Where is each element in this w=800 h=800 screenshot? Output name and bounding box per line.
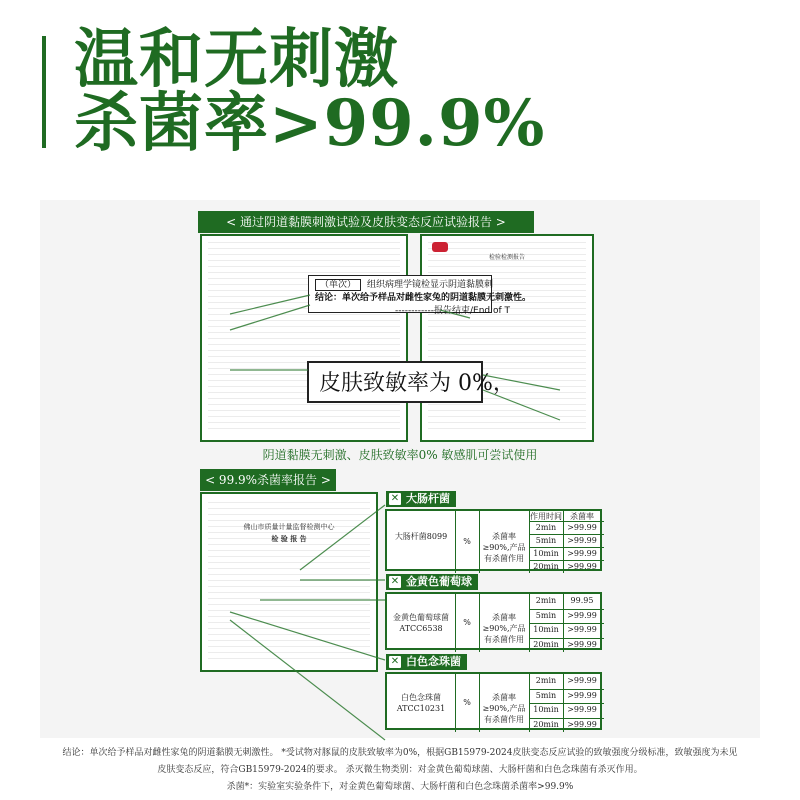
footer-line1: 结论：单次给予样品对雌性家兔的阴道黏膜无刺激性。 *受试物对豚鼠的皮肤致敏率为0%，根据GB15979-2024皮肤变态反应试验的致敏强度分级标准，致敏强度为未见 — [62, 748, 738, 758]
rate-cell: >99.99 — [567, 705, 597, 715]
requirement: 杀菌率≥90%,产品有杀菌作用 — [482, 532, 526, 563]
rate-cell: >99.99 — [567, 561, 597, 571]
x-mark-icon: ✕ — [390, 493, 400, 504]
bacteria-result-table — [385, 592, 602, 650]
section2-banner: < 99.9%杀菌率报告 > — [200, 469, 336, 491]
bacteria-tag — [386, 491, 456, 507]
time-cell: 5min — [535, 535, 557, 545]
rate-cell: >99.99 — [567, 639, 597, 649]
bacteria-tag-label: 白色念珠菌 — [406, 655, 461, 668]
footer-line3: 杀菌*：实验室实验条件下，对金黄色葡萄球菌、大肠杆菌和白色念珠菌杀菌率>99.9% — [226, 782, 574, 792]
header-time: 作用时间 — [530, 512, 562, 521]
irritation-conclusion-callout — [308, 275, 532, 316]
bacteria-name: 金黄色葡萄球菌ATCC6538 — [393, 613, 449, 633]
irritation-report-doc — [200, 234, 408, 442]
bacteria-name: 白色念珠菌ATCC10231 — [396, 693, 446, 713]
footer-line2: 皮肤变态反应，符合GB15979-2024的要求。 杀灭微生物类别：对金黄色葡萄球菌、大肠杆菌和白色念珠菌有杀灭作用。 — [157, 765, 643, 775]
time-cell: 20min — [533, 561, 559, 571]
bacteria-result-table — [385, 509, 602, 571]
antibacterial-report-doc — [200, 492, 378, 672]
bacteria-tag-label: 金黄色葡萄球 — [406, 575, 472, 588]
unit: % — [463, 537, 471, 546]
doc-title: 佛山市质量计量监督检测中心 — [243, 523, 335, 531]
callout-line1: 结论：单次给予样品对雌性家兔的阴道黏膜无刺激性。 — [315, 293, 532, 303]
time-cell: 20min — [533, 719, 559, 729]
section1-caption: 阴道黏膜无刺激、皮肤致敏率0% 敏感肌可尝试使用 — [262, 448, 538, 462]
time-cell: 2min — [535, 676, 557, 686]
report-title: 检验检测报告 — [488, 254, 525, 261]
bacteria-tag — [386, 574, 478, 590]
time-cell: 10min — [533, 548, 559, 558]
x-mark-icon: ✕ — [390, 576, 400, 587]
sensitization-rate-callout: 皮肤致敏率为 0%， — [307, 361, 483, 403]
unit: % — [463, 618, 471, 627]
time-cell: 5min — [535, 690, 557, 700]
headline-line2: 杀菌率>99.9% — [74, 86, 546, 161]
headline-line1: 温和无刺激 — [74, 22, 399, 97]
rate-cell: >99.99 — [567, 690, 597, 700]
time-cell: 20min — [533, 639, 559, 649]
bacteria-tag — [386, 654, 467, 670]
callout-tag: （单次） — [315, 279, 361, 291]
doc-subtitle: 检 验 报 告 — [271, 534, 307, 543]
sensitization-report-doc — [420, 234, 594, 442]
callout-tag2: 组织病理学镜检显示阴道黏膜刺 — [367, 280, 494, 290]
requirement: 杀菌率≥90%,产品有杀菌作用 — [482, 613, 526, 644]
bacteria-tag-label: 大肠杆菌 — [406, 492, 450, 505]
time-cell: 10min — [533, 625, 559, 635]
rate-cell: >99.99 — [567, 610, 597, 620]
rate-cell: 99.95 — [570, 596, 594, 606]
unit: % — [463, 698, 471, 707]
rate-cell: >99.99 — [567, 522, 597, 532]
time-cell: 5min — [535, 610, 557, 620]
x-mark-icon: ✕ — [390, 656, 400, 667]
rate-cell: >99.99 — [567, 719, 597, 729]
rate-cell: >99.99 — [567, 548, 597, 558]
lab-logo-icon — [432, 242, 448, 252]
rate-cell: >99.99 — [567, 535, 597, 545]
rate-cell: >99.99 — [567, 676, 597, 686]
rate-cell: >99.99 — [567, 625, 597, 635]
section1-banner: < 通过阴道黏膜刺激试验及皮肤变态反应试验报告 > — [198, 211, 534, 233]
header-rate: 杀菌率 — [570, 512, 594, 521]
time-cell: 2min — [535, 522, 557, 532]
time-cell: 2min — [535, 596, 557, 606]
bacteria-result-table — [385, 672, 602, 730]
callout-line2: ------------报告结束/End of T — [395, 306, 511, 316]
requirement: 杀菌率≥90%,产品有杀菌作用 — [482, 693, 526, 724]
headline-accent-bar — [42, 36, 46, 148]
bacteria-name: 大肠杆菌8099 — [394, 532, 448, 541]
time-cell: 10min — [533, 705, 559, 715]
